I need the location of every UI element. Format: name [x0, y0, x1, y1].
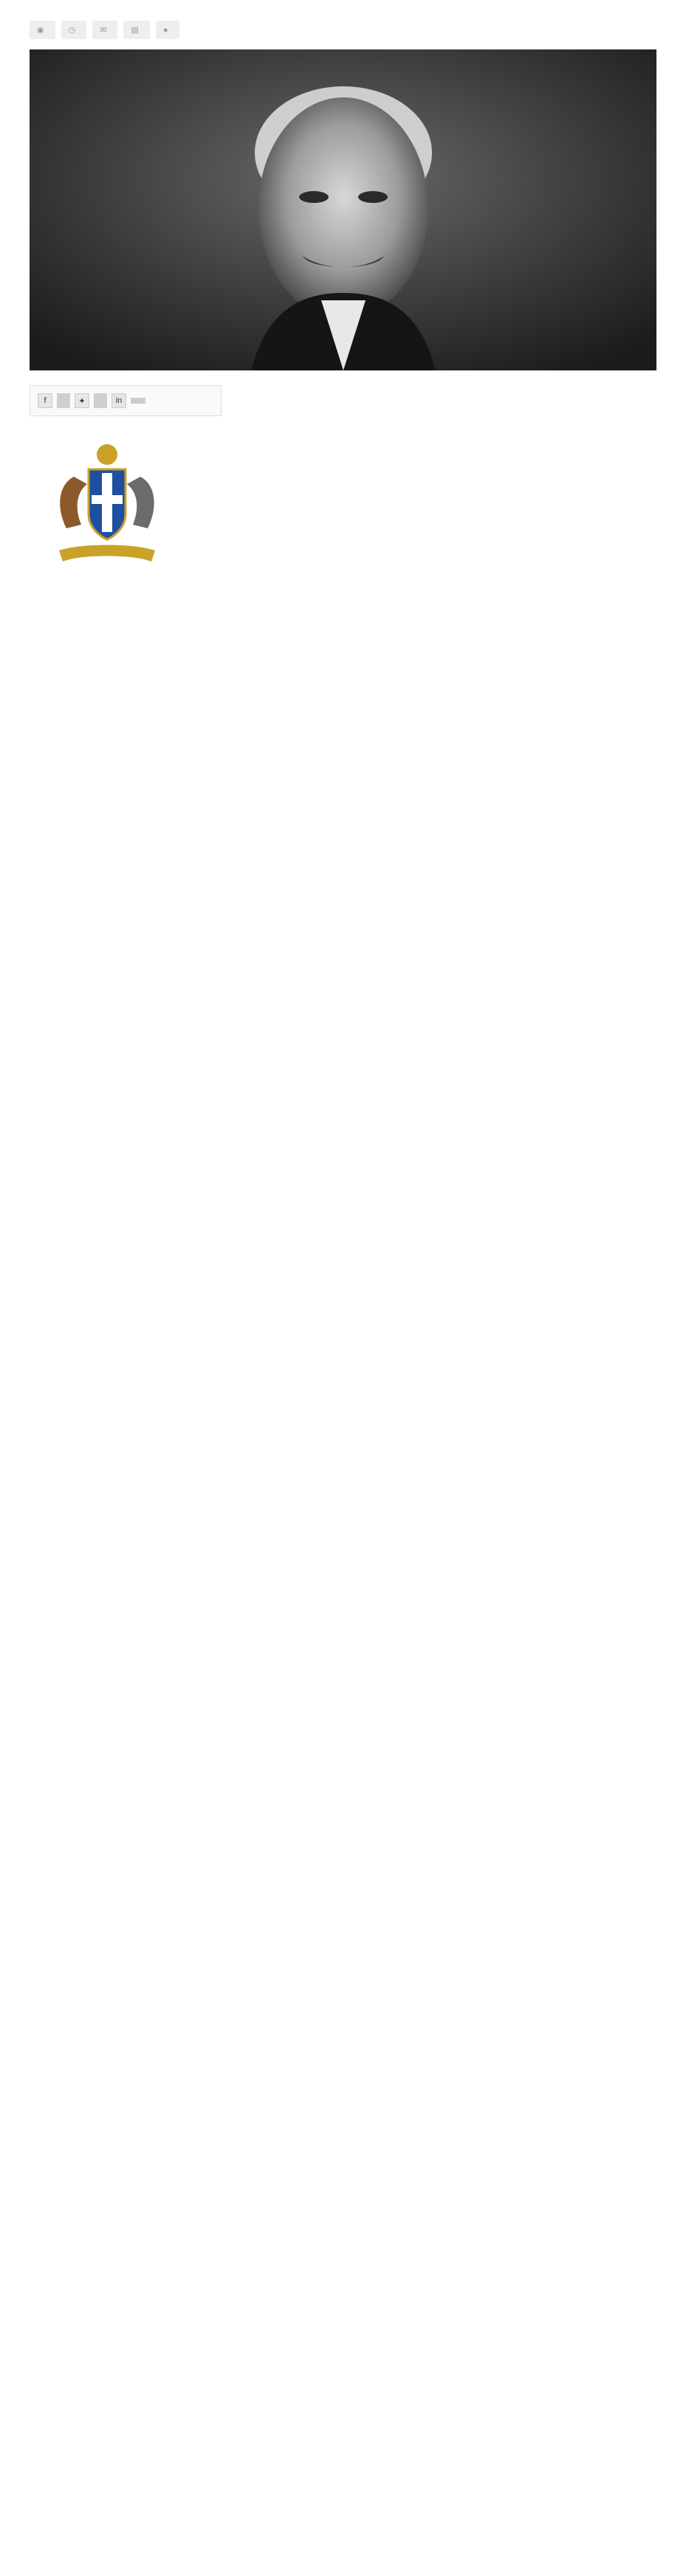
article-body: [30, 432, 656, 580]
coat-of-arms-image: [30, 432, 185, 580]
twitter-share-count: [94, 393, 107, 408]
intro-text: [193, 432, 656, 580]
comments-badge[interactable]: [92, 21, 117, 39]
twitter-icon: ✦: [78, 396, 86, 406]
article-title: [30, 0, 656, 13]
comment-icon: ✉: [100, 26, 107, 35]
author-badge[interactable]: [156, 21, 179, 39]
share-total: [131, 398, 145, 404]
facebook-icon: f: [44, 396, 47, 405]
article-meta: [30, 21, 656, 39]
article-page: [0, 0, 686, 620]
facebook-share-button[interactable]: [38, 393, 52, 408]
clock-icon: ◷: [68, 26, 76, 35]
eye-icon: ◉: [37, 26, 44, 35]
category-badge[interactable]: [123, 21, 149, 39]
user-icon: ●: [162, 25, 168, 35]
linkedin-icon: in: [115, 396, 123, 405]
share-bar: [30, 385, 222, 416]
intro-block: [30, 432, 656, 580]
linkedin-share-button[interactable]: [112, 393, 126, 408]
views-badge: [30, 21, 55, 39]
portrait-image: [30, 49, 656, 370]
folder-icon: ▤: [131, 26, 139, 35]
twitter-share-button[interactable]: [75, 393, 89, 408]
facebook-share-count: [57, 393, 70, 408]
coat-of-arms-icon: [30, 432, 185, 580]
date-badge: [61, 21, 87, 39]
hero-portrait: [30, 49, 656, 370]
